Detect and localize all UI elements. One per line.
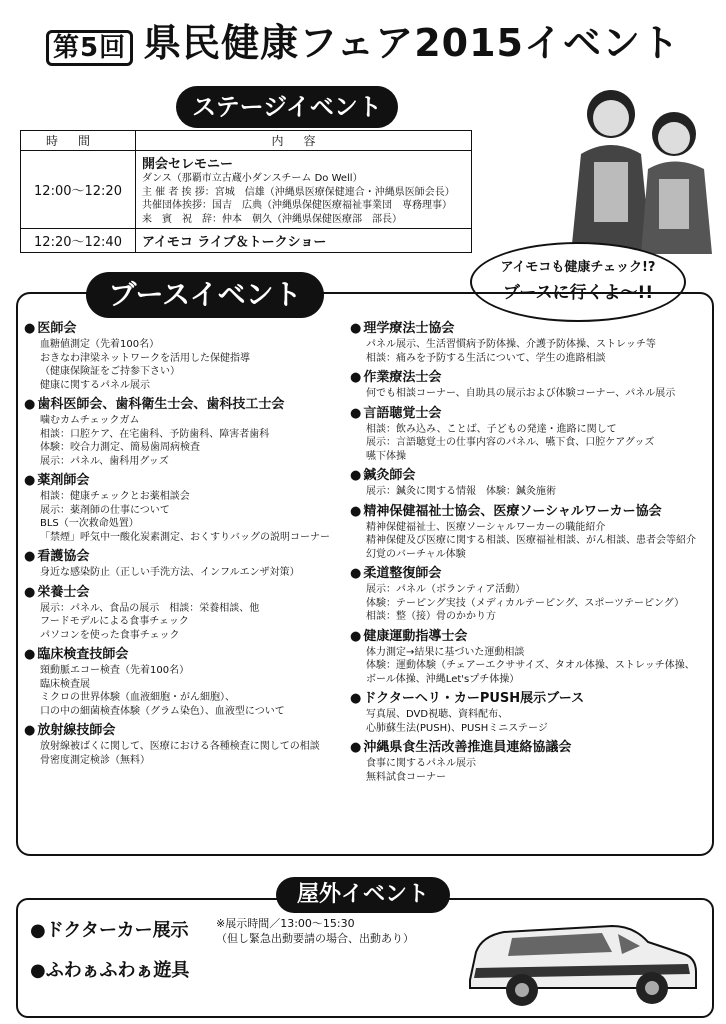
bullet-icon: ● [350, 691, 362, 706]
booth-group-title [350, 739, 710, 757]
booth-group-title [24, 646, 344, 664]
booth-group [350, 405, 710, 464]
booth-organization-name: 医師会 [37, 321, 77, 336]
booth-detail-line: 頸動脈エコー検査（先着100名） [40, 665, 190, 676]
booth-detail-line: 相談：痛みを予防する生活について、学生の進路相談 [366, 352, 606, 364]
booth-group-title [350, 690, 710, 708]
performers-illustration [556, 74, 716, 254]
header-content: 内容 [136, 131, 472, 151]
booth-detail-line: 無料試食コーナー [366, 771, 446, 783]
booth-detail-line: 噛むカムチェックガム [40, 415, 140, 426]
booth-group-title [350, 565, 710, 583]
booth-detail-line: 骨密度測定検診（無料） [40, 754, 150, 766]
booth-detail-line: BLS（一次救命処置） [40, 518, 139, 529]
booth-detail-line: 何でも相談コーナー、自助具の展示および体験コーナー、パネル展示 [366, 388, 676, 399]
booth-detail-line: 臨床検査展 [40, 678, 90, 690]
bubble-line-2: ブースに行くよ～!! [502, 283, 654, 303]
booth-detail-line: 相談：整（接）骨のかかり方 [366, 611, 496, 622]
booth-group [350, 565, 710, 624]
bullet-icon: ● [24, 397, 36, 412]
bullet-icon: ● [24, 549, 36, 564]
bullet-icon: ● [24, 321, 36, 336]
booth-group [24, 472, 344, 544]
row-time: 12:00～12:20 [21, 151, 136, 229]
bullet-icon: ● [350, 405, 362, 421]
booth-group-title [24, 320, 344, 338]
booth-detail-line: 展示：パネル（ボランティア活動） [366, 584, 526, 595]
row-line: 共催団体挨拶：国吉 広典（沖縄県保健医療福祉事業団 専務理事） [142, 200, 452, 211]
booth-group-title [350, 503, 710, 521]
row-title: アイモコ ライブ＆トークショー [142, 235, 327, 250]
booth-group [350, 467, 710, 499]
stage-schedule-table [20, 130, 472, 253]
bullet-icon: ● [350, 370, 362, 385]
bullet-icon: ● [350, 503, 362, 519]
booth-detail-line: 相談：口腔ケア、在宅歯科、予防歯科、障害者歯科 [40, 428, 270, 440]
booth-detail-line: 展示：パネル、食品の展示 相談：栄養相談、他 [40, 602, 260, 614]
bullet-icon: ● [24, 473, 36, 488]
booth-detail-line: フードモデルによる食事チェック [40, 616, 189, 627]
booth-group-title [24, 472, 344, 490]
bullet-icon: ● [350, 321, 362, 336]
booth-detail-line: パネル展示、生活習慣病予防体操、介護予防体操、ストレッチ等 [366, 339, 656, 350]
booth-group-title [350, 320, 710, 338]
exhibit-time-caveat: （但し緊急出動要請の場合、出動あり） [216, 932, 414, 945]
booth-detail-line: 相談：健康チェックとお薬相談会 [40, 491, 190, 502]
doctor-car-illustration [462, 902, 702, 1010]
booth-organization-name: ドクターヘリ・カーPUSH展示ブース [363, 691, 585, 706]
booth-detail-line: 放射線被ばくに関して、医療における各種検査に関しての相談 [40, 741, 320, 752]
booth-detail-line: 血糖値測定（先着100名） [40, 339, 160, 350]
header-time: 時間 [21, 131, 136, 151]
booth-group [350, 369, 710, 401]
booth-group-title [350, 467, 710, 485]
row-line: 主 催 者 挨 拶：宮城 信雄（沖縄県医療保健連合・沖縄県医師会長） [142, 186, 455, 198]
booth-detail-line: 精神保健福祉士、医療ソーシャルワーカーの職能紹介 [366, 521, 606, 533]
bullet-icon: ● [350, 468, 362, 483]
booth-group [350, 690, 710, 735]
booth-organization-name: 臨床検査技師会 [37, 647, 129, 662]
booth-detail-line: 体験：咬合力測定、簡易歯周病検査 [40, 442, 200, 453]
booth-group [350, 739, 710, 784]
booth-organization-name: 看護協会 [37, 549, 90, 564]
booth-detail-line: 健康に関するパネル展示 [40, 379, 150, 391]
booth-detail-line: 食事に関するパネル展示 [366, 758, 476, 769]
bullet-icon: ● [24, 647, 36, 662]
booth-detail-line: 相談：飲み込み、ことば、子どもの発達・進路に関して [366, 423, 617, 435]
row-line: ダンス（那覇市立古蔵小ダンスチーム Do Well） [142, 173, 363, 184]
booth-group-title [24, 396, 344, 414]
booth-detail-line: （健康保険証をご持参下さい） [40, 366, 180, 377]
booth-organization-name: 精神保健福祉士協会、医療ソーシャルワーカー協会 [363, 503, 662, 519]
booth-column-left [24, 320, 344, 771]
table-row [21, 229, 472, 253]
booth-detail-line: 展示：薬剤師の仕事について [40, 504, 170, 516]
booth-detail-line: 幻覚のバーチャル体験 [366, 548, 466, 560]
row-content [136, 229, 472, 253]
booth-group [350, 503, 710, 562]
bullet-icon: ● [24, 723, 36, 738]
exhibit-time: ※展示時間／13:00～15:30 [216, 917, 355, 930]
page-title [0, 12, 726, 67]
booth-detail-line: 心肺蘇生法(PUSH)、PUSHミニステージ [366, 722, 548, 734]
booth-detail-line: 口の中の細菌検査体験（グラム染色）、血液型について [40, 705, 285, 717]
bubble-line-1: アイモコも健康チェック!? [500, 260, 656, 275]
booth-detail-line: 展示：言語聴覚士の仕事内容のパネル、嚥下食、口腔ケアグッズ [366, 437, 655, 448]
booth-detail-line: 体力測定→結果に基づいた運動相談 [366, 646, 525, 658]
booth-detail-line: 嚥下体操 [366, 450, 406, 462]
booth-organization-name: 栄養士会 [37, 584, 90, 600]
booth-group-title [24, 722, 344, 740]
booth-group [350, 320, 710, 365]
row-content [136, 151, 472, 229]
booth-detail-line: 体験：テーピング実技（メディカルテーピング、スポーツテーピング） [366, 597, 685, 609]
booth-organization-name: 作業療法士会 [363, 370, 442, 385]
stage-event-banner: ステージイベント [176, 86, 398, 128]
booth-group [24, 646, 344, 718]
booth-detail-line: ミクロの世界体験（血液細胞・がん細胞）、 [40, 692, 235, 703]
bullet-icon: ● [350, 628, 362, 644]
booth-detail-line: パソコンを使った食事チェック [40, 629, 180, 641]
booth-detail-line: 写真展、DVD視聴、資料配布、 [366, 709, 509, 720]
booth-group-title [24, 548, 344, 566]
booth-group-title [24, 584, 344, 602]
booth-organization-name: 鍼灸師会 [363, 468, 416, 483]
edition-badge: 第5回 [46, 30, 133, 66]
booth-organization-name: 健康運動指導士会 [363, 628, 468, 644]
page-title-text: 県民健康フェア2015イベント [143, 21, 680, 65]
row-line: 来 賓 祝 辞：仲本 朝久（沖縄県保健医療部 部長） [142, 213, 402, 225]
table-header-row [21, 131, 472, 151]
booth-organization-name: 歯科医師会、歯科衛生士会、歯科技工士会 [37, 397, 285, 412]
booth-group-title [350, 369, 710, 387]
booth-detail-line: 展示：鍼灸に関する情報 体験：鍼灸施術 [366, 486, 556, 497]
booth-group [24, 722, 344, 767]
booth-group [24, 396, 344, 468]
booth-organization-name: 薬剤師会 [37, 473, 90, 488]
exhibit-time-note [216, 916, 414, 946]
bullet-icon: ● [350, 566, 362, 581]
booth-detail-line: 精神保健及び医療に関する相談、医療福祉相談、がん相談、患者会等紹介 [366, 535, 696, 546]
booth-detail-line: 身近な感染防止（正しい手洗方法、インフルエンザ対策） [40, 567, 300, 578]
doctor-car-exhibit-title: ●ドクターカー展示 [30, 920, 189, 941]
booth-organization-name: 理学療法士協会 [363, 321, 455, 336]
booth-detail-line: 展示：パネル、歯科用グッズ [40, 455, 169, 467]
booth-group-title [350, 405, 710, 423]
booth-organization-name: 放射線技師会 [37, 723, 116, 738]
booth-group [24, 320, 344, 392]
booth-detail-line: 「禁煙」呼気中一酸化炭素測定、おくすりバッグの説明コーナー [40, 531, 330, 543]
booth-group-title [350, 628, 710, 646]
row-time: 12:20～12:40 [21, 229, 136, 253]
booth-group [24, 584, 344, 643]
booth-column-right [350, 320, 710, 788]
booth-detail-line: おきなわ津梁ネットワークを活用した保健指導 [40, 352, 250, 364]
booth-organization-name: 沖縄県食生活改善推進員連絡協議会 [363, 740, 572, 755]
row-title: 開会セレモニー [142, 157, 234, 172]
outdoor-event-banner: 屋外イベント [276, 877, 450, 913]
bullet-icon: ● [24, 584, 36, 600]
booth-event-banner: ブースイベント [86, 272, 324, 318]
booth-organization-name: 言語聴覚士会 [363, 405, 442, 421]
booth-detail-line: ボール体操、沖縄Let'sプチ体操） [366, 673, 520, 685]
table-row [21, 151, 472, 229]
booth-group [350, 628, 710, 687]
bouncy-play-equipment-title: ●ふわぁふわぁ遊具 [30, 960, 190, 981]
bullet-icon: ● [350, 740, 362, 755]
booth-detail-line: 体験：運動体験（チェアーエクササイズ、タオル体操、ストレッチ体操、 [366, 660, 695, 671]
booth-organization-name: 柔道整復師会 [363, 566, 442, 581]
booth-group [24, 548, 344, 580]
